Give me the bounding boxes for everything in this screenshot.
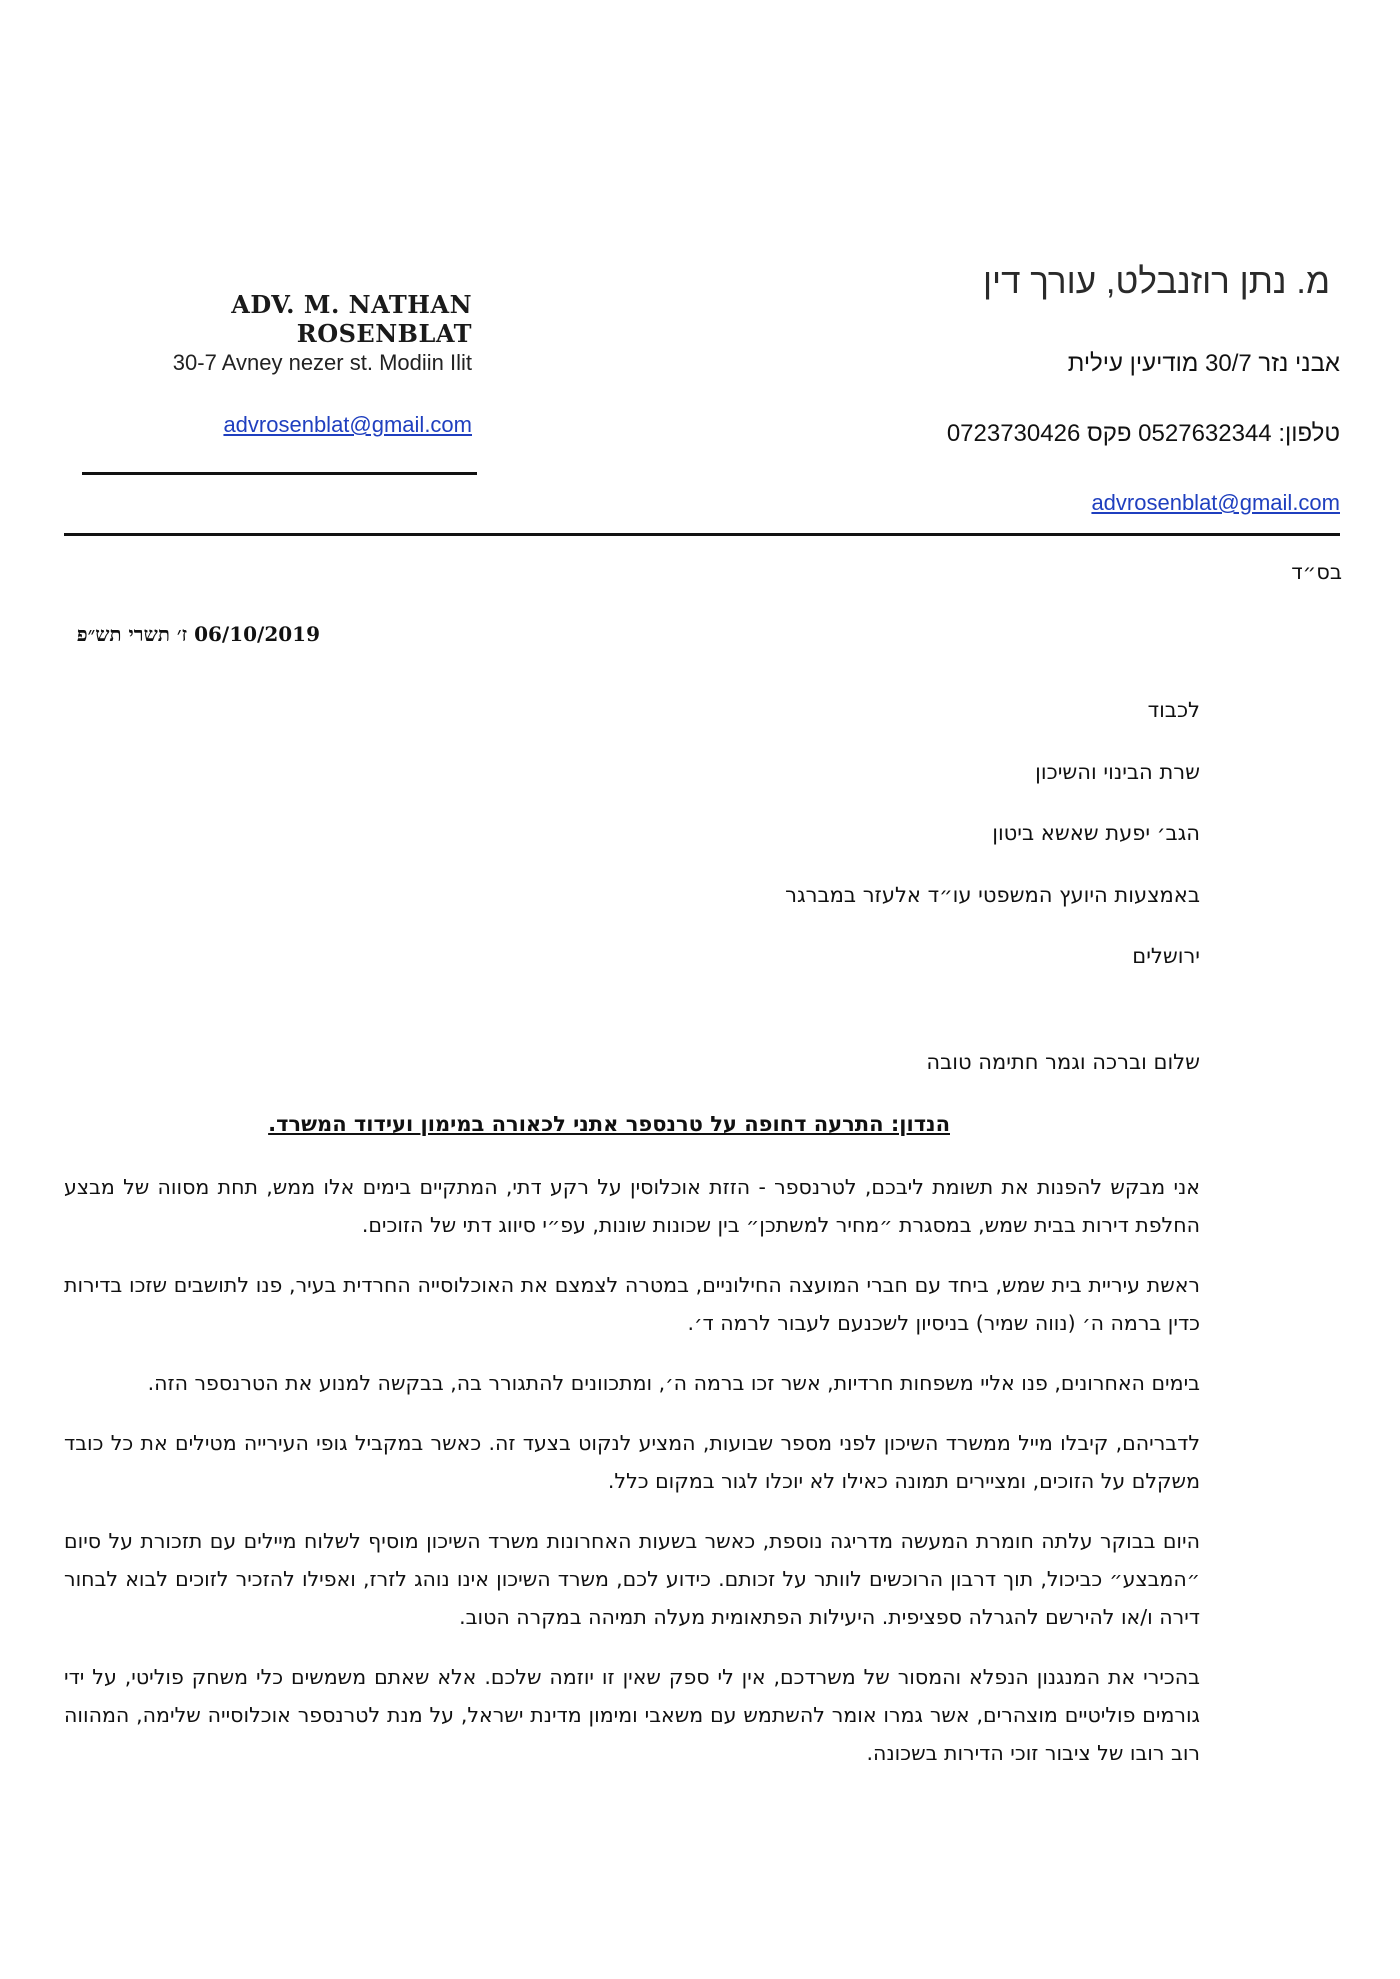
body-paragraph: בימים האחרונים, פנו אליי משפחות חרדיות, אשר זכו ברמה ה׳, ומתכוונים להתגורר בה, בבקשה למנוע את הטרנספר הזה. (147, 1371, 1200, 1395)
recipient-line: הגב׳ יפעת שאשא ביטון (992, 821, 1200, 845)
greeting-line: שלום וברכה וגמר חתימה טובה (926, 1050, 1200, 1074)
recipient-block (600, 680, 1200, 988)
english-firm-name: ADV. M. NATHAN ROSENBLAT (231, 290, 472, 348)
hebrew-address: אבני נזר 30/7 מודיעין עילית (1067, 350, 1340, 377)
english-email-link[interactable]: advrosenblat@gmail.com (223, 412, 472, 437)
recipient-line: לכבוד (1147, 698, 1200, 722)
recipient-line: שרת הבינוי והשיכון (1035, 759, 1200, 784)
english-address: 30-7 Avney nezer st. Modiin Ilit (172, 350, 472, 375)
letter-date: 06/10/2019 ז׳ תשרי תש״פ (76, 622, 320, 646)
body-paragraph: אני מבקש להפנות את תשומת ליבכם, לטרנספר - הזזת אוכלוסין על רקע דתי, המתקיים בימים אלו ממש, תחת מסווה של מבצע החלפת דירות בבית שמש, במסגרת ״מחיר למשתכן״ בין שכונות שונות, עפ״י סיווג דתי של הזוכים. (64, 1175, 1200, 1237)
english-header-divider (82, 472, 477, 475)
body-paragraph: לדבריהם, קיבלו מייל ממשרד השיכון לפני מספר שבועות, המציע לנקוט בצעד זה. כאשר במקביל גופי העירייה מטילים את כל כובד משקלם על הזוכים, ומציירים תמונה כאילו לא יוכלו לגור במקום כלל. (64, 1431, 1200, 1493)
subject-line: הנדון: התרעה דחופה על טרנספר אתני לכאורה במימון ועידוד המשרד. (268, 1112, 950, 1136)
letterhead-divider (64, 533, 1340, 536)
body-paragraph: ראשת עיריית בית שמש, ביחד עם חברי המועצה החילוניים, במטרה לצמצם את האוכלוסייה החרדית בעיר, פנו לתושבים שזכו בדירות כדין ברמה ה׳ (נווה שמיר) בניסיון לשכנעם לעבור לרמה ד׳. (64, 1273, 1200, 1335)
body-paragraph: היום בבוקר עלתה חומרת המעשה מדריגה נוספת, כאשר בשעות האחרונות משרד השיכון מוסיף לשלוח מיילים עם תזכורת על סיום ״המבצע״ כביכול, תוך דרבון הרוכשים לוותר על זכותם. כידוע לכם, משרד השיכון אינו נוהג לזרז, ואפילו להזכיר לזוכים לבוא לבחור דירה ו/או להירשם להגרלה ספציפית. היעילות הפתאומית מעלה תמיהה במקרה הטוב. (64, 1529, 1200, 1629)
letter-body (64, 1168, 1200, 1794)
recipient-line: ירושלים (1132, 944, 1200, 968)
hebrew-phone-fax: טלפון: 0527632344 פקס 0723730426 (946, 420, 1340, 447)
recipient-line: באמצעות היועץ המשפטי עו״ד אלעזר במברגר (785, 882, 1200, 907)
hebrew-firm-name: מ. נתן רוזנבלט, עורך דין (982, 262, 1330, 301)
bsd-header: בס״ד (1291, 560, 1342, 584)
body-paragraph: בהכירי את המנגנון הנפלא והמסור של משרדכם, אין לי ספק שאין זו יוזמה שלכם. אלא שאתם משמשים כלי משחק פוליטי, על ידי גורמים פוליטיים מוצהרים, אשר גמרו אומר להשתמש עם משאבי ומימון מדינת ישראל, על מנת לטרנספר אוכלוסייה שלימה, המהווה רוב רובו של ציבור זוכי הדירות בשכונה. (64, 1665, 1200, 1765)
hebrew-email-link[interactable]: advrosenblat@gmail.com (1091, 490, 1340, 515)
